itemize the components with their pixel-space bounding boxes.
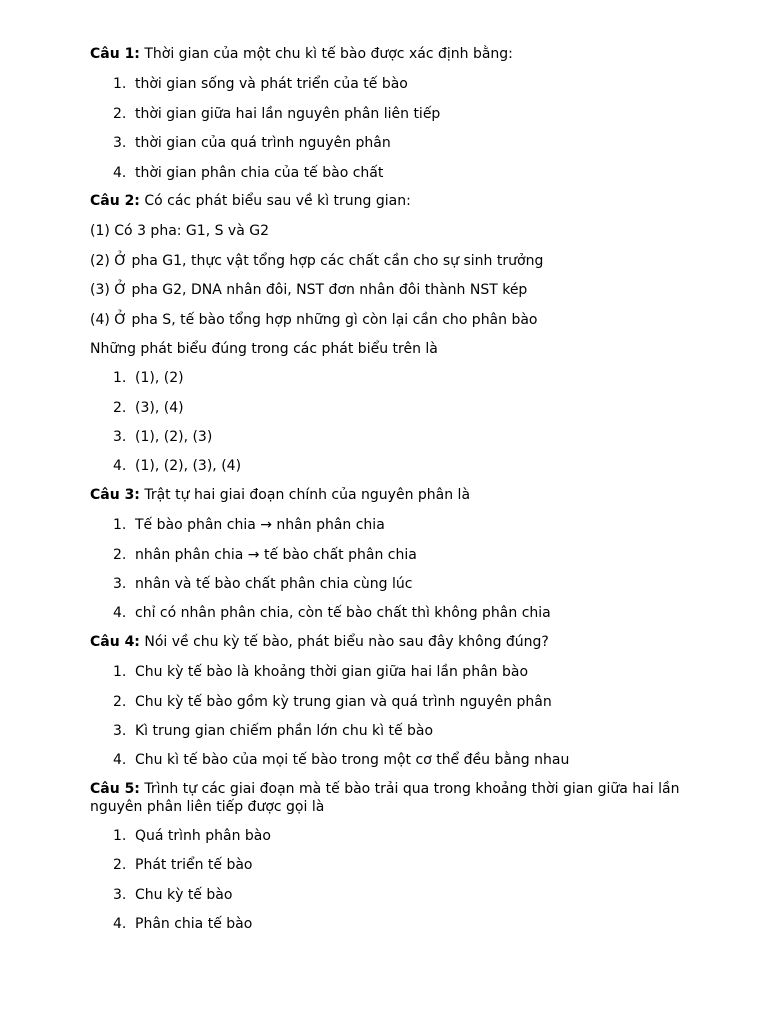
option-text: Phát triển tế bào [135,857,253,874]
option-text: Quá trình phân bào [135,827,271,844]
question-text: Trình tự các giai đoạn mà tế bào trải qua trong khoảng thời gian giữa hai lần nguyên phân liên tiếp được gọi là [90,780,680,815]
option [90,398,690,427]
option [90,368,690,397]
question-label: Câu 5: [90,780,140,797]
option-number: 3. [113,429,127,446]
option-text: nhân phân chia → tế bào chất phân chia [135,546,417,563]
option-text: thời gian của quá trình nguyên phân [135,135,391,152]
option [90,750,690,779]
option-text: Kì trung gian chiếm phần lớn chu kì tế bào [135,722,434,739]
question-text: Nói về chu kỳ tế bào, phát biểu nào sau đây không đúng? [139,633,549,650]
statement: (3) Ở pha G2, DNA nhân đôi, NST đơn nhân đôi thành NST kép [90,282,528,299]
question-label: Câu 1: [90,46,140,62]
option [90,163,690,192]
option-number: 2. [113,857,127,874]
document-page [90,45,690,943]
option-text: (3), (4) [135,399,184,416]
option [90,855,690,884]
option-text: (1), (2) [135,370,184,387]
option-number: 4. [113,458,127,475]
option [90,133,690,162]
option [90,574,690,603]
question-3 [90,486,690,515]
option-text: thời gian giữa hai lần nguyên phân liên tiếp [135,105,441,122]
question-1 [90,45,690,74]
option-number: 3. [113,886,127,903]
option [90,74,690,103]
question-4 [90,633,690,662]
option-number: 1. [113,827,127,844]
question-2 [90,192,690,221]
option-number: 1. [113,664,127,681]
option-number: 4. [113,164,127,181]
option-text: thời gian phân chia của tế bào chất [135,164,384,181]
question-label: Câu 2: [90,192,140,209]
option [90,515,690,544]
option-number: 2. [113,693,127,710]
question-5 [90,780,690,816]
option [90,692,690,721]
option-text: Phân chia tế bào [135,915,253,932]
option-text: chỉ có nhân phân chia, còn tế bào chất thì không phân chia [135,605,551,622]
option-text: Chu kỳ tế bào gồm kỳ trung gian và quá trình nguyên phân [135,693,552,710]
option [90,885,690,914]
option [90,427,690,456]
option-number: 2. [113,546,127,563]
option-number: 2. [113,105,127,122]
option [90,721,690,750]
option [90,603,690,632]
option-text: thời gian sống và phát triển của tế bào [135,76,408,93]
statement: (1) Có 3 pha: G1, S và G2 [90,223,269,240]
option-number: 1. [113,370,127,387]
option-number: 4. [113,915,127,932]
option-text: nhân và tế bào chất phân chia cùng lúc [135,576,413,593]
option-number: 1. [113,517,127,534]
question-text: Thời gian của một chu kì tế bào được xác định bằng: [139,46,513,62]
option [90,456,690,485]
option-number: 3. [113,722,127,739]
question-text: Trật tự hai giai đoạn chính của nguyên phân là [139,486,471,503]
option-text: Chu kỳ tế bào [135,886,233,903]
statement: (4) Ở pha S, tế bào tổng hợp những gì còn lại cần cho phân bào [90,311,538,328]
option-text: (1), (2), (3), (4) [135,458,242,475]
question-label: Câu 4: [90,633,140,650]
statement: (2) Ở pha G1, thực vật tổng hợp các chất cần cho sự sinh trưởng [90,252,544,269]
option [90,662,690,691]
option-text: Chu kỳ tế bào là khoảng thời gian giữa hai lần phân bào [135,664,529,681]
option-number: 3. [113,576,127,593]
option-text: Chu kì tế bào của mọi tế bào trong một cơ thể đều bằng nhau [135,752,570,769]
option [90,545,690,574]
option-number: 4. [113,605,127,622]
option-number: 2. [113,399,127,416]
option-number: 1. [113,76,127,93]
option-text: (1), (2), (3) [135,429,213,446]
option-number: 4. [113,752,127,769]
option-text: Tế bào phân chia → nhân phân chia [135,517,385,534]
option [90,104,690,133]
option-number: 3. [113,135,127,152]
question-label: Câu 3: [90,486,140,503]
option [90,826,690,855]
option [90,914,690,943]
question-text: Có các phát biểu sau về kì trung gian: [139,192,411,209]
question-prompt: Những phát biểu đúng trong các phát biểu trên là [90,340,438,357]
